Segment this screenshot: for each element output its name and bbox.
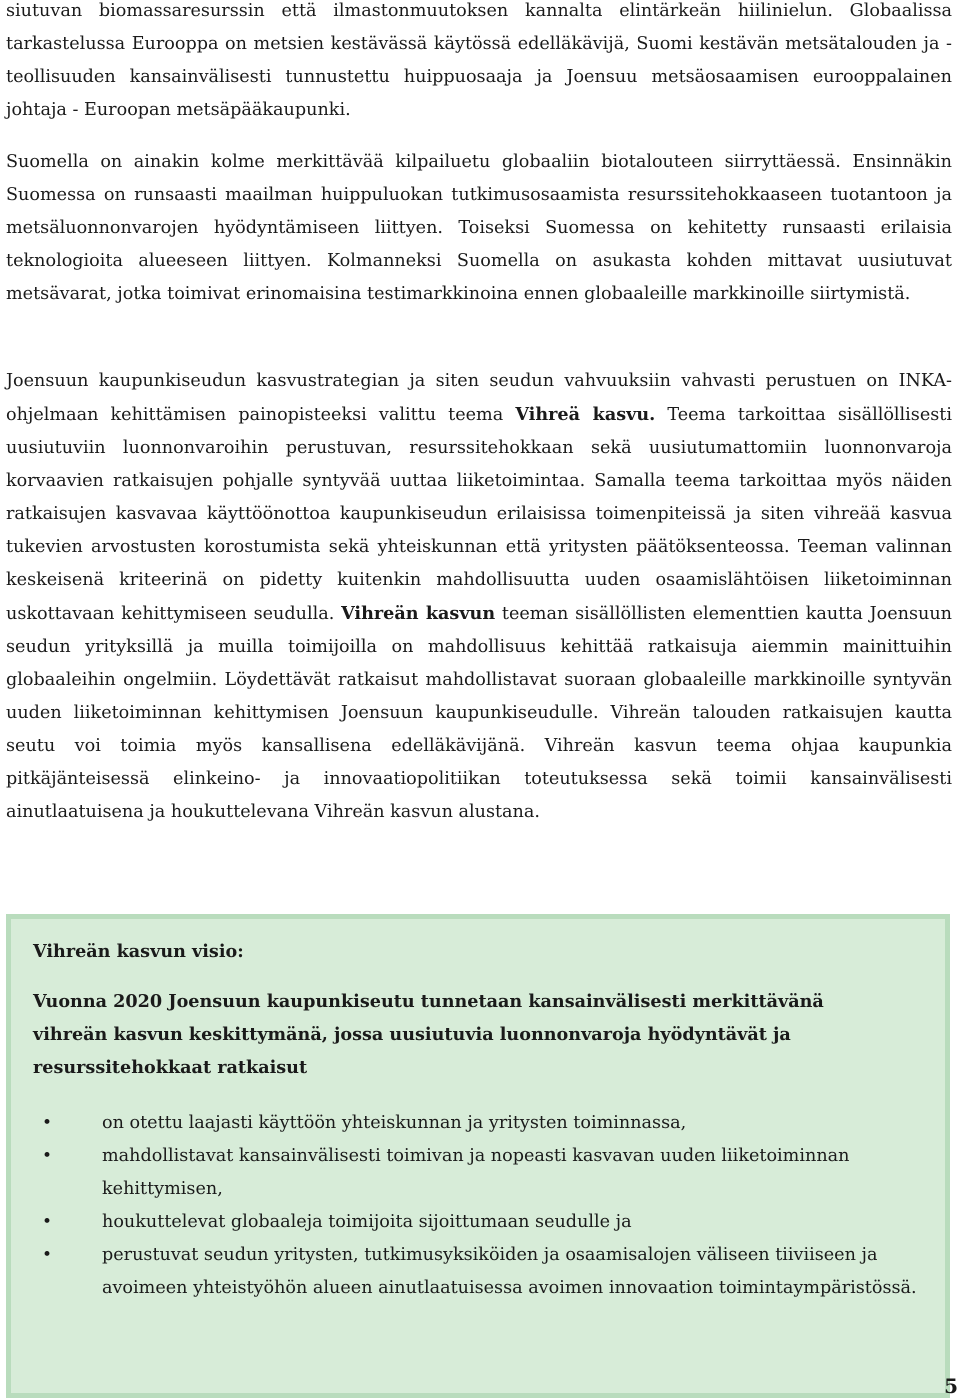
bullet-icon: • (42, 1113, 53, 1133)
paragraph-green-growth-part3: teeman sisällöllisten elementtien kautta Joensuun seudun yrityksillä ja muilla toimijoilla on mahdollisuus kehittää ratkaisuja aiemmin mainittuihin globaaleihin ongelmiin. Löydettävät ratkaisut mahdollistavat suoraan globaaleille markkinoille syntyvän uuden liiketoiminnan kehittymisen Joensuun kaupunkiseudulle. Vihreän talouden ratkaisujen kautta seutu voi toimia myös kansallisena edelläkävijänä. Vihreän kasvun teema ohjaa kaupunkia pitkäjänteisessä elinkeino- ja innovaatiopolitiikan toteutuksessa sekä toimii kansainvälisesti ainutlaatuisena ja houkuttelevana Vihreän kasvun alustana. (6, 604, 953, 822)
list-item (33, 1206, 923, 1239)
bullet-icon: • (42, 1146, 53, 1166)
list-item (33, 1239, 923, 1305)
paragraph-green-growth (6, 365, 952, 829)
bullet-icon: • (42, 1212, 53, 1232)
paragraph-green-growth-part2: Teema tarkoittaa sisällöllisesti uusiutuviin luonnonvaroihin perustuvan, resurssitehokkaan sekä uusiutumattomiin luonnonvaroja korvaavien ratkaisujen pohjalle syntyvää uuttaa liiketoimintaa. Samalla teema tarkoittaa myös näiden ratkaisujen kasvavaa käyttöönottoa kaupunkiseudun erilaisissa toimenpiteissä ja siten vihreää kasvua tukevien arvostusten korostumista sekä yhteiskunnan että yritysten päätöksenteossa. Teeman valinnan keskeisenä kriteerinä on pidetty kuitenkin mahdollisuutta uuden osaamislähtöisen liiketoiminnan uskottavaan kehittymiseen seudulla. (6, 405, 952, 624)
paragraph-biomass (6, 0, 952, 127)
list-item-text: mahdollistavat kansainvälisesti toimivan ja nopeasti kasvavan uuden liiketoiminnan kehittymisen, (102, 1146, 850, 1199)
list-item-text: perustuvat seudun yritysten, tutkimusyksiköiden ja osaamisalojen väliseen tiiviiseen ja avoimeen yhteistyöhön alueen ainutlaatuisessa avoimen innovaation toimintaympäristössä. (102, 1245, 917, 1298)
list-item-text: on otettu laajasti käyttöön yhteiskunnan ja yritysten toiminnassa, (102, 1113, 687, 1133)
bullet-icon: • (42, 1245, 53, 1265)
green-growth-term: Vihreä kasvu. (515, 404, 656, 425)
vision-box (6, 914, 950, 1398)
page-number: 5 (944, 1374, 958, 1398)
vision-statement: Vuonna 2020 Joensuun kaupunkiseutu tunnetaan kansainvälisesti merkittävänä vihreän kasvun keskittymänä, jossa uusiutuvia luonnonvaroja hyödyntävät ja resurssitehokkaat ratkaisut (33, 991, 824, 1078)
paragraph-competitive-advantages (6, 146, 952, 311)
paragraph-biomass-text: siutuvan biomassaresurssin että ilmastonmuutoksen kannalta elintärkeän hiilinielun. Globaalissa tarkastelussa Eurooppa on metsien kestävässä käytössä edelläkävijä, Suomi kestävän metsätalouden ja -teollisuuden kansainvälisesti tunnustettu huippuosaaja ja Joensuu metsäosaamisen eurooppalainen johtaja - Euroopan metsäpääkaupunki. (6, 1, 952, 120)
list-item (33, 1107, 923, 1140)
vision-list (33, 1107, 923, 1305)
green-growth-term-2: Vihreän kasvun (341, 603, 496, 624)
list-item (33, 1140, 923, 1206)
vision-title: Vihreän kasvun visio: (33, 941, 244, 962)
list-item-text: houkuttelevat globaaleja toimijoita sijoittumaan seudulle ja (102, 1212, 632, 1232)
paragraph-competitive-advantages-text: Suomella on ainakin kolme merkittävää kilpailuetu globaaliin biotalouteen siirryttäessä. Ensinnäkin Suomessa on runsaasti maailman huippuluokan tutkimusosaamista resurssitehokkaaseen tuotantoon ja metsäluonnonvarojen hyödyntämiseen liittyen. Toiseksi Suomessa on kehitetty runsaasti erilaisia teknologioita alueeseen liittyen. Kolmanneksi Suomella on asukasta kohden mittavat uusiutuvat metsävarat, jotka toimivat erinomaisina testimarkkinoina ennen globaaleille markkinoille siirtymistä. (6, 152, 952, 304)
paragraph-green-growth-part1: Joensuun kaupunkiseudun kasvustrategian ja siten seudun vahvuuksiin vahvasti perustuen on INKA-ohjelmaan kehittämisen painopisteeksi valittu teema (6, 371, 952, 425)
